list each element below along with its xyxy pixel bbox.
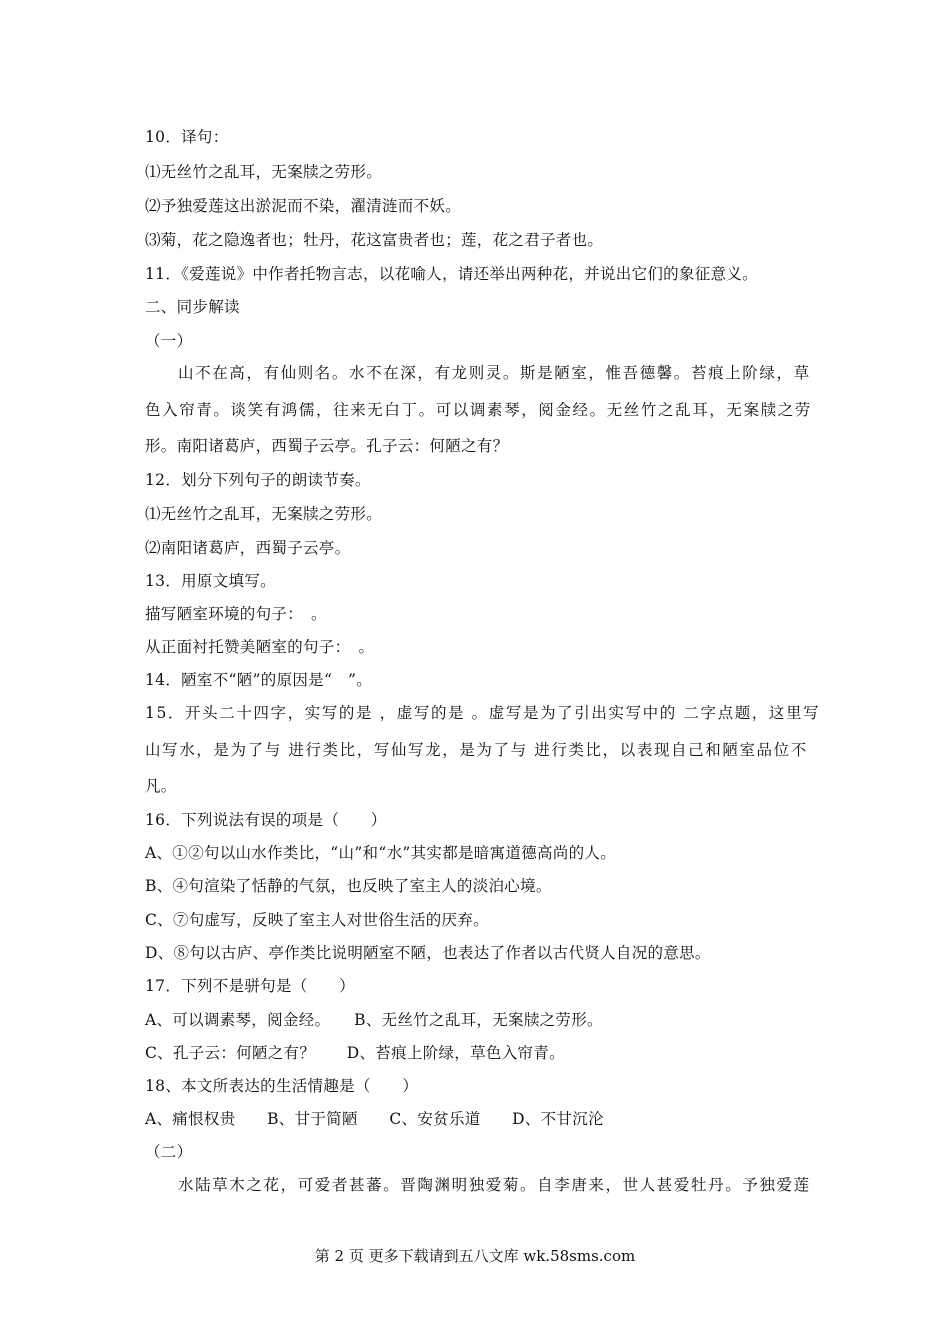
section-heading: 二、同步解读: [145, 298, 240, 316]
subsection-1-heading: （一）: [145, 332, 193, 350]
question-15-line-3: 凡。: [145, 777, 177, 795]
question-13-item-1: 描写陋室环境的句子： 。: [145, 605, 327, 623]
question-17-title: 17．下列不是骈句是（ ）: [145, 977, 355, 995]
question-13-item-2: 从正面衬托赞美陋室的句子： 。: [145, 638, 375, 656]
question-10-item-2: ⑵予独爱莲这出淤泥而不染，濯清涟而不妖。: [145, 197, 462, 215]
passage-2-line-1: 水陆草木之花，可爱者甚蕃。晋陶渊明独爱菊。自李唐来，世人甚爱牡丹。予独爱莲: [178, 1176, 811, 1194]
subsection-2-heading: （二）: [145, 1143, 193, 1161]
question-10-item-1: ⑴无丝竹之乱耳，无案牍之劳形。: [145, 163, 383, 181]
question-16-option-d: D、⑧句以古庐、亭作类比说明陋室不陋，也表达了作者以古代贤人自况的意思。: [145, 944, 711, 962]
question-16-title: 16．下列说法有误的项是（ ）: [145, 811, 387, 829]
question-10-title: 10．译句：: [145, 128, 229, 146]
question-10-item-3: ⑶菊，花之隐逸者也；牡丹，花这富贵者也；莲，花之君子者也。: [145, 231, 604, 249]
question-12-item-1: ⑴无丝竹之乱耳，无案牍之劳形。: [145, 505, 383, 523]
question-17-options-ab: A、可以调素琴，阅金经。 B、无丝竹之乱耳，无案牍之劳形。: [145, 1011, 603, 1029]
question-18-options: A、痛恨权贵 B、甘于简陋 C、安贫乐道 D、不甘沉沦: [145, 1110, 604, 1128]
question-16-option-c: C、⑦句虚写，反映了室主人对世俗生活的厌弃。: [145, 911, 489, 929]
passage-1-line-3: 形。南阳诸葛庐，西蜀子云亭。孔子云：何陋之有？: [145, 437, 509, 455]
question-15-line-2: 山写水，是为了与 进行类比，写仙写龙，是为了与 进行类比，以表现自己和陋室品位不: [145, 741, 808, 759]
question-17-options-cd: C、孔子云：何陋之有？ D、苔痕上阶绿，草色入帘青。: [145, 1044, 565, 1062]
question-12-title: 12．划分下列句子的朗读节奏。: [145, 471, 371, 489]
question-15-line-1: 15．开头二十四字，实写的是 ，虚写的是 。虚写是为了引出实写中的 二字点题，这里写: [145, 704, 821, 722]
question-18-title: 18、本文所表达的生活情趣是（ ）: [145, 1077, 419, 1095]
question-16-option-b: B、④句渲染了恬静的气氛，也反映了室主人的淡泊心境。: [145, 877, 552, 895]
question-11: 11．《爱莲说》中作者托物言志，以花喻人，请还举出两种花，并说出它们的象征意义。: [145, 265, 758, 283]
question-16-option-a: A、①②句以山水作类比，“山”和“水”其实都是暗寓道德高尚的人。: [145, 844, 616, 862]
question-14: 14．陋室不“陋”的原因是“ ”。: [145, 671, 373, 689]
question-12-item-2: ⑵南阳诸葛庐，西蜀子云亭。: [145, 539, 351, 557]
page-footer: 第 2 页 更多下载请到五八文库 wk.58sms.com: [314, 1247, 636, 1265]
question-13-title: 13．用原文填写。: [145, 572, 276, 590]
passage-1-line-2: 色入帘青。谈笑有鸿儒，往来无白丁。可以调素琴，阅金经。无丝竹之乱耳，无案牍之劳: [145, 401, 812, 419]
passage-1-line-1: 山不在高，有仙则名。水不在深，有龙则灵。斯是陋室，惟吾德馨。苔痕上阶绿，草: [178, 364, 811, 382]
